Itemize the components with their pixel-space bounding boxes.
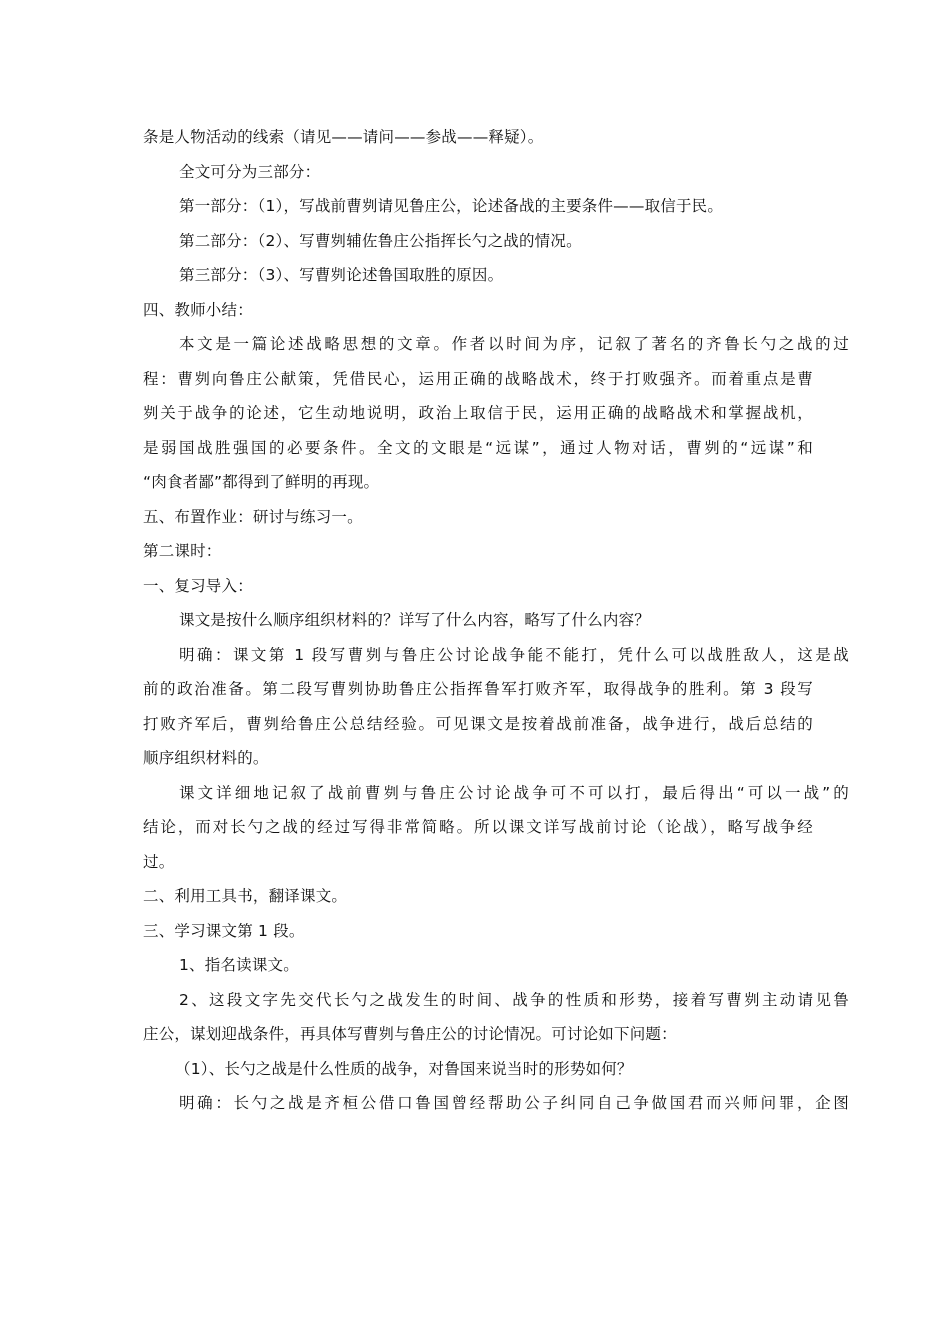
section-heading: 三、学习课文第 1 段。	[143, 921, 305, 940]
paragraph-line: 第三部分：（3）、写曹刿论述鲁国取胜的原因。	[179, 266, 504, 284]
paragraph-line: 全文可分为三部分：	[179, 162, 321, 181]
paragraph-line: 打败齐军后，曹刿给鲁庄公总结经验。可见课文是按着战前准备，战争进行，战后总结的	[143, 714, 813, 733]
paragraph-line: 顺序组织材料的。	[143, 749, 269, 767]
paragraph-line: 前的政治准备。第二段写曹刿协助鲁庄公指挥鲁军打败齐军，取得战争的胜利。第 3 段写	[143, 680, 813, 698]
paragraph-line: 庄公，谋划迎战条件，再具体写曹刿与鲁庄公的讨论情况。可讨论如下问题：	[143, 1025, 677, 1043]
paragraph-line: 第一部分：（1），写战前曹刿请见鲁庄公，论述备战的主要条件——取信于民。	[179, 197, 724, 215]
paragraph-line: 明确：长勺之战是齐桓公借口鲁国曾经帮助公子纠同自己争做国君而兴师问罪，企图	[179, 1094, 849, 1112]
section-heading: 五、布置作业：研讨与练习一。	[143, 507, 363, 526]
paragraph-line: 本文是一篇论述战略思想的文章。作者以时间为序，记叙了著名的齐鲁长勺之战的过	[179, 335, 849, 353]
paragraph-line: 第二部分：（2）、写曹刿辅佐鲁庄公指挥长勺之战的情况。	[179, 231, 582, 250]
paragraph-line: 是弱国战胜强国的必要条件。全文的文眼是“远谋”，通过人物对话，曹刿的“远谋”和	[143, 438, 813, 457]
paragraph-line: “肉食者鄙”都得到了鲜明的再现。	[143, 473, 380, 491]
section-heading: 一、复习导入：	[143, 576, 253, 595]
paragraph-line: 明确：课文第 1 段写曹刿与鲁庄公讨论战争能不能打，凭什么可以战胜敌人，这是战	[179, 645, 849, 664]
section-heading: 第二课时：	[143, 542, 222, 560]
section-heading: 四、教师小结：	[143, 300, 253, 319]
paragraph-line: 2、这段文字先交代长勺之战发生的时间、战争的性质和形势，接着写曹刿主动请见鲁	[179, 990, 849, 1009]
paragraph-line: 程：曹刿向鲁庄公献策，凭借民心，运用正确的战略战术，终于打败强齐。而着重点是曹	[143, 369, 813, 388]
section-heading: 二、利用工具书，翻译课文。	[143, 887, 348, 905]
paragraph-line: 课文详细地记叙了战前曹刿与鲁庄公讨论战争可不可以打，最后得出“可以一战”的	[179, 783, 849, 802]
paragraph-line: 过。	[143, 852, 175, 871]
paragraph-line: 刿关于战争的论述，它生动地说明，政治上取信于民，运用正确的战略战术和掌握战机，	[143, 404, 813, 422]
paragraph-line: 结论，而对长勺之战的经过写得非常简略。所以课文详写战前讨论（论战），略写战争经	[143, 818, 813, 836]
paragraph-line: 课文是按什么顺序组织材料的？详写了什么内容，略写了什么内容？	[179, 611, 651, 629]
paragraph-line: 1、指名读课文。	[179, 956, 299, 974]
paragraph-line: 条是人物活动的线索（请见——请问——参战——释疑）。	[143, 128, 544, 146]
paragraph-line: （1）、长勺之战是什么性质的战争，对鲁国来说当时的形势如何？	[175, 1059, 633, 1078]
document-body	[143, 120, 849, 1121]
